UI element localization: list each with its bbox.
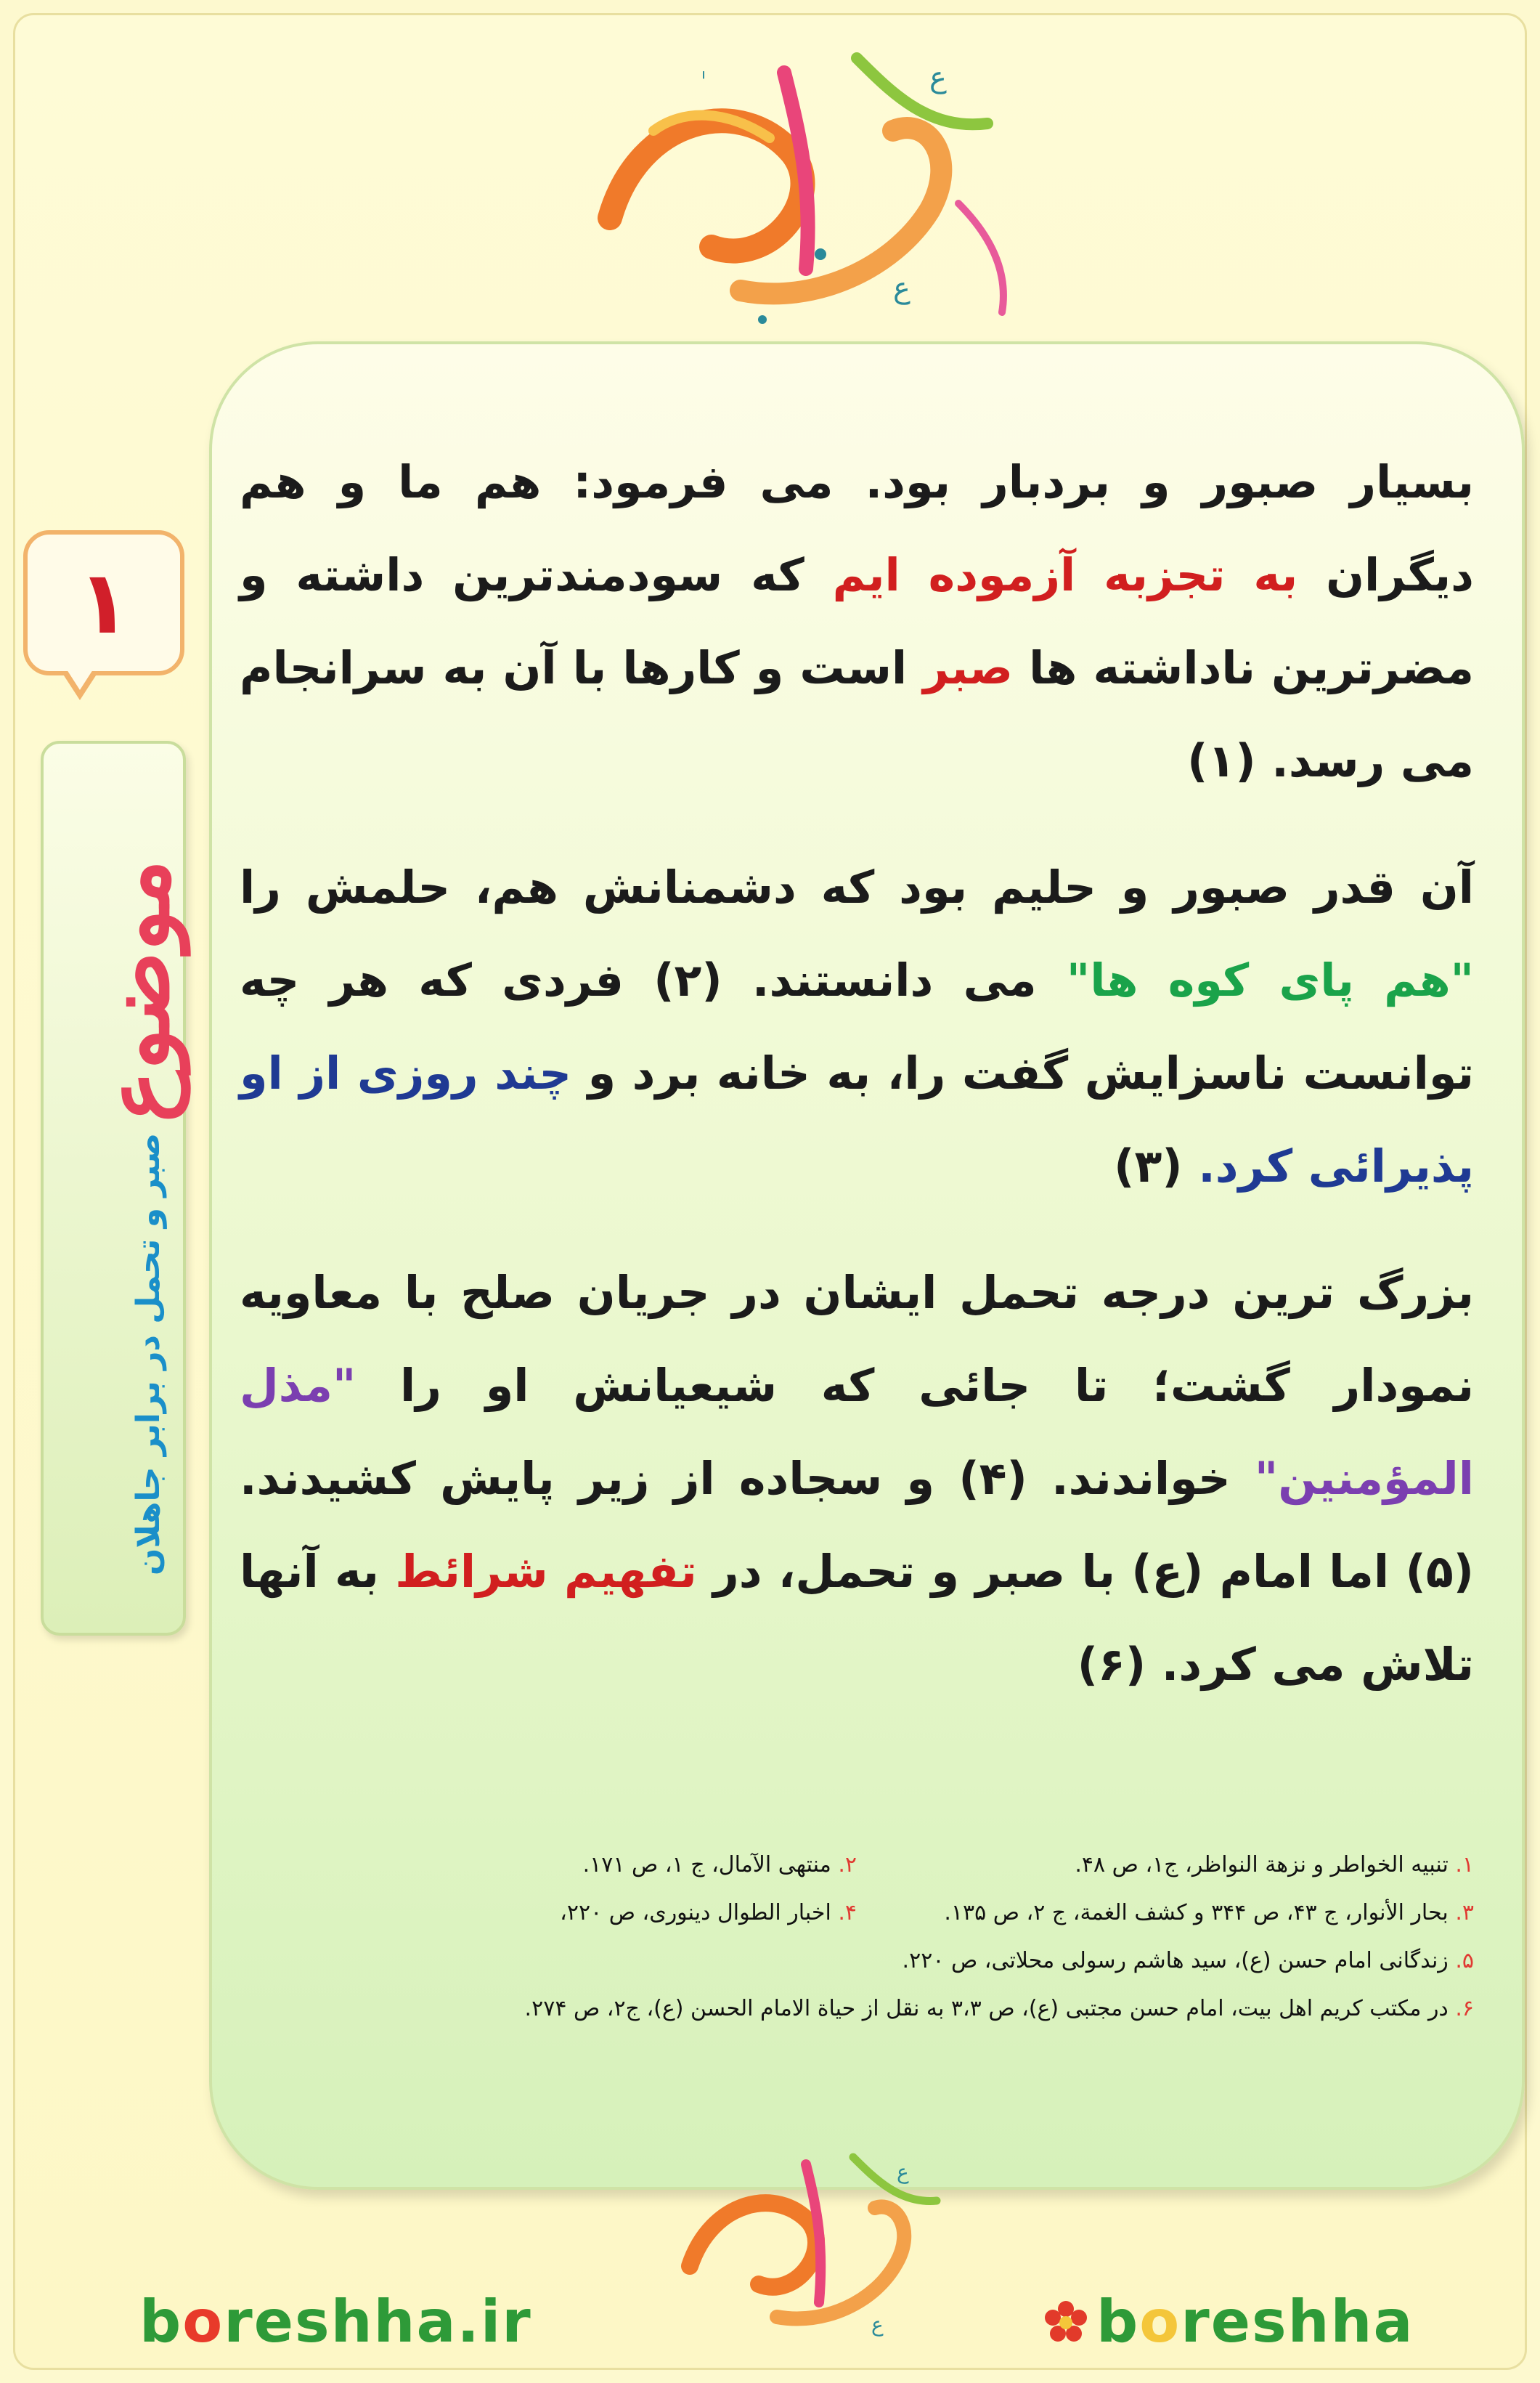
p2-text-3: (۳)	[1114, 1140, 1199, 1193]
reference-3-text: بحار الأنوار، ج ۴۳، ص ۳۴۴ و کشف الغمة، ج ۲، ص ۱۳۵.	[944, 1900, 1456, 1925]
reference-4-text: اخبار الطوال دینوری، ص ۲۲۰،	[560, 1900, 839, 1925]
reference-6-number: ۶.	[1455, 1996, 1474, 2021]
logo-left-part-1: b	[139, 2288, 183, 2355]
badge-pointer-inner	[67, 670, 93, 690]
references-row-1	[240, 1841, 1474, 1889]
bottom-calligraphy-logo	[653, 2135, 973, 2360]
p2-highlight-2: چند روزی از او پذیرائی کرد.	[240, 1047, 1474, 1193]
references-row-2	[240, 1889, 1474, 1937]
p3-text-2: خواندند. (۴) و سجاده از زیر پایش کشیدند. (۵) اما امام (ع) با صبر و تحمل، در	[240, 1452, 1474, 1598]
svg-text:ع: ع	[893, 272, 910, 305]
topic-number-badge	[23, 530, 184, 675]
reference-1	[857, 1841, 1474, 1889]
p1-text-1: بسیار صبور و بردبار بود. می فرمود: هم ما و هم دیگران	[240, 455, 1474, 601]
logo-right-part-3: reshha	[1181, 2288, 1414, 2355]
reference-5-text: زندگانی امام حسن (ع)، سید هاشم رسولی محلاتی، ص ۲۲۰.	[902, 1948, 1456, 1973]
p3-highlight-1: "مذل المؤمنین"	[240, 1359, 1474, 1505]
p2-highlight-1: "هم پای کوه ها"	[1066, 954, 1474, 1007]
svg-text:ع: ع	[929, 61, 947, 94]
topic-number: ۱	[77, 552, 131, 654]
p1-highlight-2: صبر	[923, 641, 1014, 694]
topic-side-panel	[41, 741, 190, 1636]
topic-subtitle-box	[123, 1085, 174, 1623]
reference-4-number: ۴.	[838, 1900, 857, 1925]
p1-text-3: است و کارها با آن به سرانجام می رسد. (۱)	[240, 641, 1474, 787]
reference-3	[857, 1889, 1474, 1937]
paragraph-1	[240, 436, 1474, 808]
references-list	[240, 1841, 1474, 2033]
reference-6-text: در مکتب کریم اهل بیت، امام حسن مجتبی (ع)، ص ۳،۳ به نقل از حیاة الامام الحسن (ع)، ج۲، ص ۲۷۴.	[524, 1996, 1456, 2021]
reference-2	[240, 1841, 857, 1889]
reference-3-number: ۳.	[1455, 1900, 1474, 1925]
top-calligraphy-logo	[552, 29, 1060, 349]
svg-text:ع: ع	[897, 2160, 909, 2184]
reference-4	[240, 1889, 857, 1937]
topic-title: موضوع	[86, 859, 190, 1122]
logo-left-part-3: reshha.ir	[224, 2288, 532, 2355]
reference-5-number: ۵.	[1455, 1948, 1474, 1973]
article-body	[240, 436, 1474, 1745]
reference-2-text: منتهی الآمال، ج ۱، ص ۱۷۱.	[582, 1852, 839, 1877]
paragraph-2	[240, 841, 1474, 1213]
reference-1-text: تنبیه الخواطر و نزهة النواظر، ج۱، ص ۴۸.	[1075, 1852, 1456, 1877]
flower-icon	[1043, 2299, 1089, 2345]
p3-text-1: بزرگ ترین درجه تحمل ایشان در جریان صلح با معاویه نمودار گشت؛ تا جائی که شیعیانش او را	[240, 1266, 1474, 1412]
reference-2-number: ۲.	[838, 1852, 857, 1877]
reference-6	[240, 1985, 1474, 2033]
paragraph-3	[240, 1246, 1474, 1711]
p2-text-1: آن قدر صبور و حلیم بود که دشمنانش هم، حلمش را	[240, 861, 1474, 914]
website-logo-left	[139, 2288, 532, 2355]
p1-text-2: که سودمندترین داشته و مضرترین ناداشته ها	[240, 548, 1474, 694]
logo-left-part-2: o	[182, 2288, 224, 2355]
svg-text:ٰ	[703, 71, 704, 79]
svg-text:ع: ع	[871, 2313, 884, 2337]
reference-1-number: ۱.	[1455, 1852, 1474, 1877]
topic-subtitle: صبر و تحمل در برابر جاهلان	[130, 1132, 168, 1575]
p3-text-3: به آنها تلاش می کرد. (۶)	[240, 1545, 1474, 1691]
logo-right-part-2: o	[1139, 2288, 1181, 2355]
logo-right-part-1: b	[1096, 2288, 1140, 2355]
p1-highlight-1: به تجزبه آزموده ایم	[832, 548, 1298, 601]
website-logo-right	[1043, 2288, 1414, 2355]
reference-5	[240, 1937, 1474, 1985]
p3-highlight-2: تفهیم شرائط	[395, 1545, 697, 1598]
p2-text-2: می دانستند. (۲) فردی که هر چه توانست ناسزایش گفت را، به خانه برد و	[240, 954, 1474, 1100]
